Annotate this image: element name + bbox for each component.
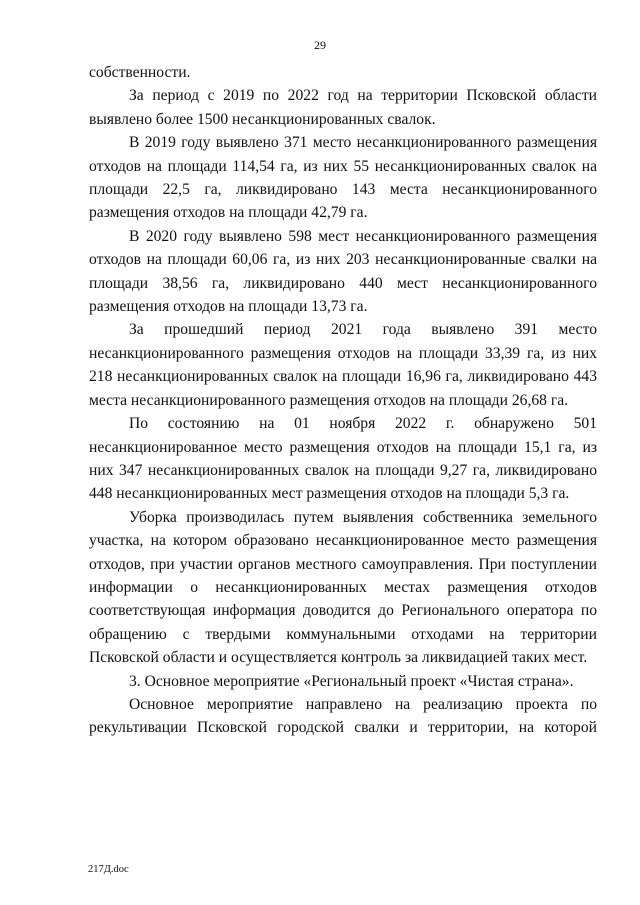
page-number: 29 (314, 38, 326, 52)
paragraph: В 2019 году выявлено 371 место несанкционированного размещения отходов на площади 114,54 га, из них 55 несанкционированных свалок на площади 22,5 га, ликвидировано 143 места несанкционированного размещения отходов на площади 42,79 га. (89, 134, 597, 222)
paragraph: Уборка производилась путем выявления собственника земельного участка, на котором образовано несанкционированное место размещения отходов, при участии органов местного самоуправления. При поступлении информации о несанкционированных местах размещения отходов соответствующая информация доводится до Регионального оператора по обращению с твердыми коммунальными отходами на территории Псковской области и осуществляется контроль за ликвидацией таких мест. (89, 508, 597, 667)
paragraph: Основное мероприятие направлено на реализацию проекта по рекультивации Псковской городской свалки и территории, на которой (89, 695, 597, 737)
paragraph: За прошедший период 2021 года выявлено 391 место несанкционированного размещения отходов на площади 33,39 га, из них 218 несанкционированных свалок на площади 16,96 га, ликвидировано 443 места несанкционированного размещения отходов на площади 26,68 га. (89, 321, 597, 409)
paragraph: По состоянию на 01 ноября 2022 г. обнаружено 501 несанкционированное место размещения отходов на площади 15,1 га, из них 347 несанкционированных свалок на площади 9,27 га, ликвидировано 448 несанкционированных мест размещения отходов на площади 5,3 га. (89, 415, 597, 503)
paragraph: За период с 2019 по 2022 год на территории Псковской области выявлено более 1500 несанкционированных свалок. (89, 87, 597, 128)
section-heading: 3. Основное мероприятие «Региональный проект «Чистая страна». (129, 672, 574, 690)
document-body (89, 61, 597, 740)
paragraph: собственности. (89, 64, 191, 81)
file-name-footer: 217Д.doc (88, 864, 129, 875)
paragraph: В 2020 году выявлено 598 мест несанкционированного размещения отходов на площади 60,06 га, из них 203 несанкционированные свалки на площади 38,56 га, ликвидировано 440 мест несанкционированного размещения отходов на площади 13,73 га. (89, 227, 597, 316)
